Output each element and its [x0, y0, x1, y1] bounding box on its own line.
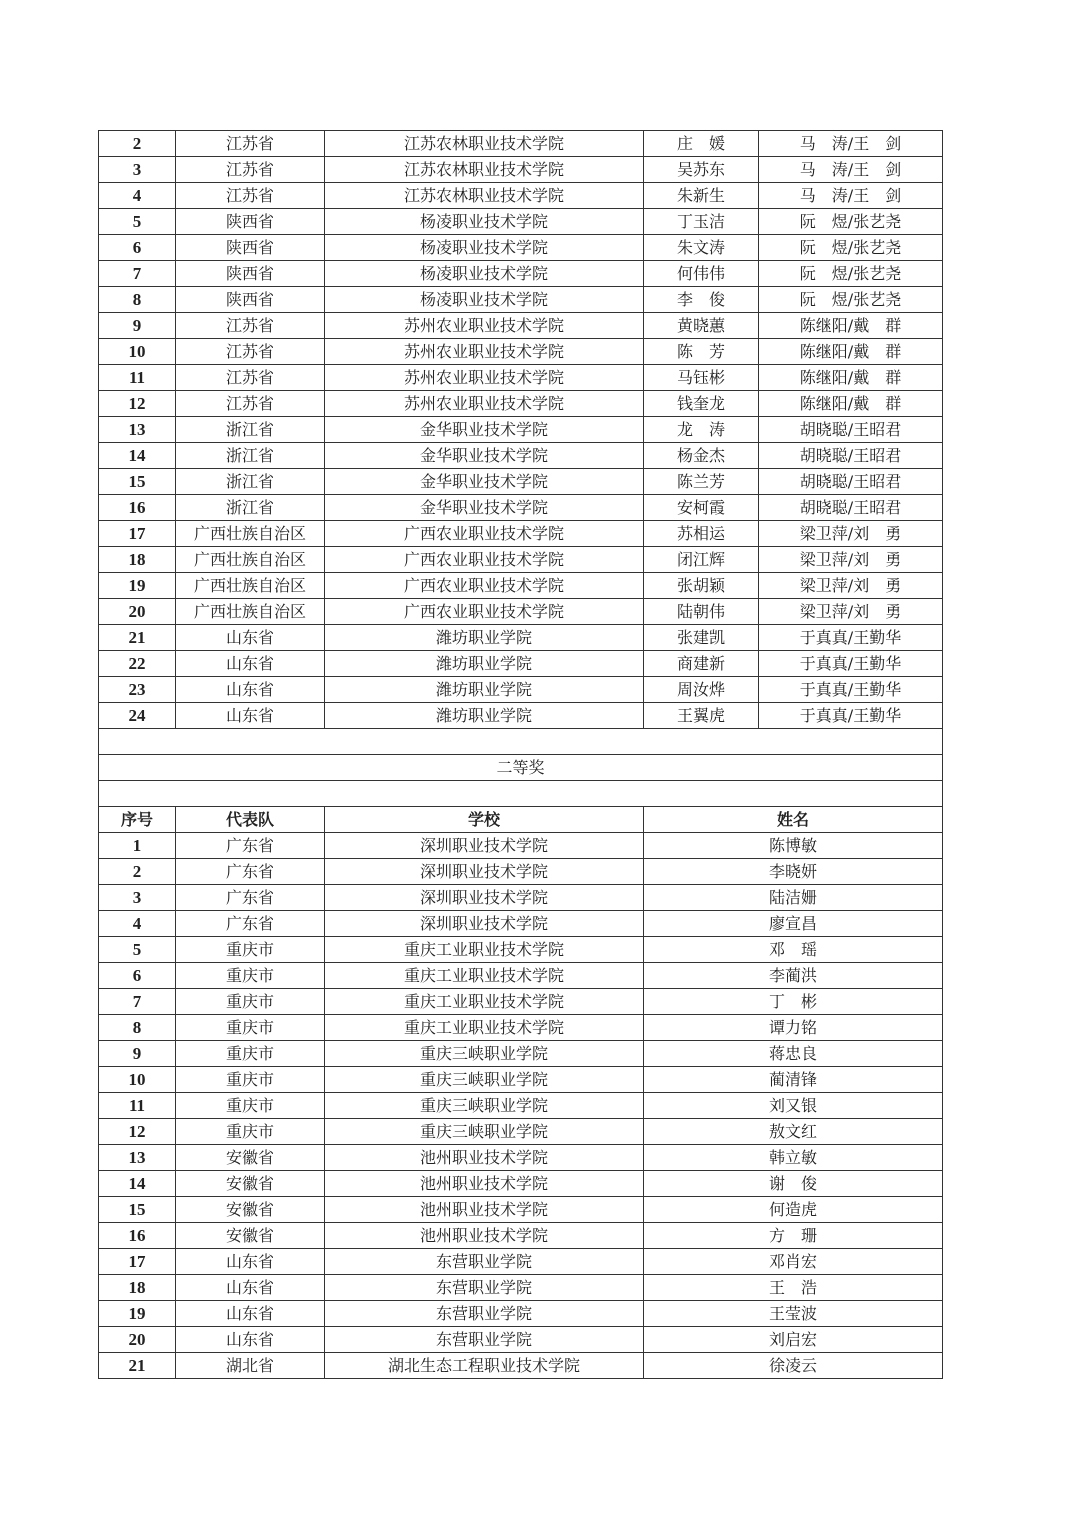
team-cell: 湖北省 — [176, 1353, 325, 1379]
team-cell: 江苏省 — [176, 183, 325, 209]
school-cell: 东营职业学院 — [325, 1327, 644, 1353]
row-number: 9 — [99, 313, 176, 339]
team-cell: 重庆市 — [176, 1119, 325, 1145]
coach-cell: 胡晓聪/王昭君 — [759, 495, 943, 521]
coach-cell: 于真真/王勤华 — [759, 677, 943, 703]
row-number: 3 — [99, 885, 176, 911]
team-cell: 广西壮族自治区 — [176, 547, 325, 573]
student-name-cell: 敖文红 — [644, 1119, 943, 1145]
student-name-cell: 丁玉洁 — [644, 209, 759, 235]
school-cell: 东营职业学院 — [325, 1275, 644, 1301]
school-cell: 深圳职业技术学院 — [325, 911, 644, 937]
school-cell: 深圳职业技术学院 — [325, 885, 644, 911]
table-row — [99, 417, 943, 443]
student-name-cell: 邓肖宏 — [644, 1249, 943, 1275]
student-name-cell: 安柯霞 — [644, 495, 759, 521]
row-number: 20 — [99, 1327, 176, 1353]
student-name-cell: 廖宣昌 — [644, 911, 943, 937]
school-cell: 池州职业技术学院 — [325, 1145, 644, 1171]
blank-cell — [99, 729, 943, 755]
team-cell: 广西壮族自治区 — [176, 599, 325, 625]
school-cell: 深圳职业技术学院 — [325, 859, 644, 885]
school-cell: 东营职业学院 — [325, 1301, 644, 1327]
school-cell: 苏州农业职业技术学院 — [325, 365, 644, 391]
table-row — [99, 391, 943, 417]
team-cell: 陕西省 — [176, 261, 325, 287]
team-cell: 重庆市 — [176, 937, 325, 963]
school-cell: 广西农业职业技术学院 — [325, 547, 644, 573]
table-row — [99, 989, 943, 1015]
student-name-cell: 蔺清锋 — [644, 1067, 943, 1093]
row-number: 1 — [99, 833, 176, 859]
student-name-cell: 何造虎 — [644, 1197, 943, 1223]
row-number: 15 — [99, 1197, 176, 1223]
table-row — [99, 1015, 943, 1041]
coach-cell: 马 涛/王 剑 — [759, 131, 943, 157]
table-row — [99, 1067, 943, 1093]
school-cell: 杨凌职业技术学院 — [325, 287, 644, 313]
team-cell: 陕西省 — [176, 235, 325, 261]
row-number: 22 — [99, 651, 176, 677]
coach-cell: 陈继阳/戴 群 — [759, 391, 943, 417]
table-row — [99, 599, 943, 625]
school-cell: 重庆工业职业技术学院 — [325, 963, 644, 989]
table-row — [99, 885, 943, 911]
team-cell: 安徽省 — [176, 1171, 325, 1197]
table-row — [99, 235, 943, 261]
student-name-cell: 陈兰芳 — [644, 469, 759, 495]
row-number: 9 — [99, 1041, 176, 1067]
row-number: 6 — [99, 235, 176, 261]
team-cell: 安徽省 — [176, 1197, 325, 1223]
student-name-cell: 马钰彬 — [644, 365, 759, 391]
school-cell: 湖北生态工程职业技术学院 — [325, 1353, 644, 1379]
team-cell: 广东省 — [176, 833, 325, 859]
student-name-cell: 徐凌云 — [644, 1353, 943, 1379]
student-name-cell: 商建新 — [644, 651, 759, 677]
row-number: 11 — [99, 365, 176, 391]
student-name-cell: 陈博敏 — [644, 833, 943, 859]
school-cell: 潍坊职业学院 — [325, 651, 644, 677]
coach-cell: 马 涛/王 剑 — [759, 157, 943, 183]
coach-cell: 阮 煜/张艺尧 — [759, 235, 943, 261]
student-name-cell: 苏相运 — [644, 521, 759, 547]
row-number: 19 — [99, 1301, 176, 1327]
school-cell: 池州职业技术学院 — [325, 1197, 644, 1223]
blank-row — [99, 781, 943, 807]
row-number: 13 — [99, 417, 176, 443]
header-row — [99, 807, 943, 833]
team-cell: 山东省 — [176, 625, 325, 651]
student-name-cell: 周汝烨 — [644, 677, 759, 703]
table-row — [99, 1327, 943, 1353]
student-name-cell: 张建凯 — [644, 625, 759, 651]
row-number: 12 — [99, 391, 176, 417]
team-cell: 浙江省 — [176, 495, 325, 521]
coach-cell: 阮 煜/张艺尧 — [759, 287, 943, 313]
student-name-cell: 王翼虎 — [644, 703, 759, 729]
coach-cell: 胡晓聪/王昭君 — [759, 417, 943, 443]
table-row — [99, 911, 943, 937]
row-number: 6 — [99, 963, 176, 989]
school-cell: 重庆工业职业技术学院 — [325, 1015, 644, 1041]
school-cell: 苏州农业职业技术学院 — [325, 339, 644, 365]
school-cell: 潍坊职业学院 — [325, 703, 644, 729]
team-cell: 浙江省 — [176, 417, 325, 443]
table-row — [99, 469, 943, 495]
student-name-cell: 钱奎龙 — [644, 391, 759, 417]
table-row — [99, 1249, 943, 1275]
row-number: 11 — [99, 1093, 176, 1119]
school-cell: 重庆工业职业技术学院 — [325, 937, 644, 963]
award-table-body — [99, 131, 943, 1379]
table-row — [99, 495, 943, 521]
student-name-cell: 李晓妍 — [644, 859, 943, 885]
table-row — [99, 443, 943, 469]
student-name-cell: 黄晓蕙 — [644, 313, 759, 339]
team-cell: 广西壮族自治区 — [176, 573, 325, 599]
student-name-cell: 杨金杰 — [644, 443, 759, 469]
student-name-cell: 吴苏东 — [644, 157, 759, 183]
table-row — [99, 287, 943, 313]
coach-cell: 马 涛/王 剑 — [759, 183, 943, 209]
student-name-cell: 陆朝伟 — [644, 599, 759, 625]
school-cell: 广西农业职业技术学院 — [325, 599, 644, 625]
team-cell: 广东省 — [176, 911, 325, 937]
row-number: 13 — [99, 1145, 176, 1171]
table-row — [99, 339, 943, 365]
student-name-cell: 韩立敏 — [644, 1145, 943, 1171]
school-cell: 池州职业技术学院 — [325, 1223, 644, 1249]
row-number: 4 — [99, 183, 176, 209]
coach-cell: 胡晓聪/王昭君 — [759, 443, 943, 469]
coach-cell: 梁卫萍/刘 勇 — [759, 599, 943, 625]
row-number: 8 — [99, 1015, 176, 1041]
team-cell: 山东省 — [176, 1327, 325, 1353]
blank-cell — [99, 781, 943, 807]
team-cell: 陕西省 — [176, 209, 325, 235]
coach-cell: 胡晓聪/王昭君 — [759, 469, 943, 495]
team-cell: 山东省 — [176, 1301, 325, 1327]
team-cell: 安徽省 — [176, 1223, 325, 1249]
school-cell: 潍坊职业学院 — [325, 625, 644, 651]
student-name-cell: 谭力铭 — [644, 1015, 943, 1041]
school-cell: 金华职业技术学院 — [325, 417, 644, 443]
team-cell: 重庆市 — [176, 1093, 325, 1119]
coach-cell: 陈继阳/戴 群 — [759, 313, 943, 339]
student-name-cell: 张胡颖 — [644, 573, 759, 599]
table-row — [99, 1275, 943, 1301]
table-row — [99, 157, 943, 183]
header-school: 学校 — [325, 807, 644, 833]
table-row — [99, 963, 943, 989]
table-row — [99, 1145, 943, 1171]
row-number: 4 — [99, 911, 176, 937]
row-number: 10 — [99, 1067, 176, 1093]
section-title-row — [99, 755, 943, 781]
table-row — [99, 547, 943, 573]
table-row — [99, 313, 943, 339]
table-row — [99, 833, 943, 859]
row-number: 2 — [99, 131, 176, 157]
row-number: 7 — [99, 989, 176, 1015]
student-name-cell: 陈 芳 — [644, 339, 759, 365]
school-cell: 江苏农林职业技术学院 — [325, 183, 644, 209]
team-cell: 江苏省 — [176, 339, 325, 365]
student-name-cell: 陆洁姗 — [644, 885, 943, 911]
school-cell: 重庆工业职业技术学院 — [325, 989, 644, 1015]
row-number: 7 — [99, 261, 176, 287]
school-cell: 苏州农业职业技术学院 — [325, 313, 644, 339]
header-no: 序号 — [99, 807, 176, 833]
school-cell: 重庆三峡职业学院 — [325, 1067, 644, 1093]
table-row — [99, 1223, 943, 1249]
student-name-cell: 邓 瑶 — [644, 937, 943, 963]
row-number: 5 — [99, 937, 176, 963]
header-name: 姓名 — [644, 807, 943, 833]
student-name-cell: 李 俊 — [644, 287, 759, 313]
table-row — [99, 183, 943, 209]
student-name-cell: 刘启宏 — [644, 1327, 943, 1353]
award-table — [98, 130, 943, 1379]
row-number: 24 — [99, 703, 176, 729]
school-cell: 重庆三峡职业学院 — [325, 1041, 644, 1067]
table-row — [99, 859, 943, 885]
coach-cell: 梁卫萍/刘 勇 — [759, 547, 943, 573]
coach-cell: 于真真/王勤华 — [759, 651, 943, 677]
table-row — [99, 1353, 943, 1379]
school-cell: 东营职业学院 — [325, 1249, 644, 1275]
table-row — [99, 261, 943, 287]
row-number: 19 — [99, 573, 176, 599]
student-name-cell: 李蔺洪 — [644, 963, 943, 989]
table-row — [99, 521, 943, 547]
team-cell: 广东省 — [176, 859, 325, 885]
row-number: 14 — [99, 443, 176, 469]
coach-cell: 阮 煜/张艺尧 — [759, 261, 943, 287]
team-cell: 安徽省 — [176, 1145, 325, 1171]
team-cell: 浙江省 — [176, 443, 325, 469]
row-number: 16 — [99, 495, 176, 521]
team-cell: 江苏省 — [176, 157, 325, 183]
coach-cell: 陈继阳/戴 群 — [759, 365, 943, 391]
table-row — [99, 625, 943, 651]
school-cell: 金华职业技术学院 — [325, 469, 644, 495]
student-name-cell: 王 浩 — [644, 1275, 943, 1301]
team-cell: 浙江省 — [176, 469, 325, 495]
row-number: 3 — [99, 157, 176, 183]
section-title: 二等奖 — [99, 755, 943, 781]
school-cell: 苏州农业职业技术学院 — [325, 391, 644, 417]
school-cell: 潍坊职业学院 — [325, 677, 644, 703]
header-team: 代表队 — [176, 807, 325, 833]
coach-cell: 于真真/王勤华 — [759, 625, 943, 651]
team-cell: 山东省 — [176, 1275, 325, 1301]
table-row — [99, 365, 943, 391]
team-cell: 重庆市 — [176, 1067, 325, 1093]
team-cell: 山东省 — [176, 703, 325, 729]
table-row — [99, 1093, 943, 1119]
row-number: 18 — [99, 547, 176, 573]
coach-cell: 梁卫萍/刘 勇 — [759, 521, 943, 547]
school-cell: 江苏农林职业技术学院 — [325, 157, 644, 183]
coach-cell: 陈继阳/戴 群 — [759, 339, 943, 365]
team-cell: 江苏省 — [176, 131, 325, 157]
school-cell: 深圳职业技术学院 — [325, 833, 644, 859]
school-cell: 重庆三峡职业学院 — [325, 1119, 644, 1145]
student-name-cell: 闭江辉 — [644, 547, 759, 573]
table-row — [99, 131, 943, 157]
row-number: 20 — [99, 599, 176, 625]
coach-cell: 于真真/王勤华 — [759, 703, 943, 729]
school-cell: 重庆三峡职业学院 — [325, 1093, 644, 1119]
school-cell: 杨凌职业技术学院 — [325, 209, 644, 235]
table-row — [99, 937, 943, 963]
school-cell: 金华职业技术学院 — [325, 495, 644, 521]
row-number: 17 — [99, 1249, 176, 1275]
team-cell: 重庆市 — [176, 1041, 325, 1067]
table-row — [99, 1171, 943, 1197]
table-row — [99, 1041, 943, 1067]
student-name-cell: 何伟伟 — [644, 261, 759, 287]
school-cell: 杨凌职业技术学院 — [325, 261, 644, 287]
row-number: 12 — [99, 1119, 176, 1145]
table-row — [99, 209, 943, 235]
team-cell: 山东省 — [176, 1249, 325, 1275]
team-cell: 山东省 — [176, 677, 325, 703]
table-row — [99, 573, 943, 599]
team-cell: 重庆市 — [176, 989, 325, 1015]
student-name-cell: 刘又银 — [644, 1093, 943, 1119]
team-cell: 广东省 — [176, 885, 325, 911]
table-row — [99, 651, 943, 677]
row-number: 10 — [99, 339, 176, 365]
student-name-cell: 方 珊 — [644, 1223, 943, 1249]
student-name-cell: 丁 彬 — [644, 989, 943, 1015]
student-name-cell: 蒋忠良 — [644, 1041, 943, 1067]
student-name-cell: 朱文涛 — [644, 235, 759, 261]
school-cell: 池州职业技术学院 — [325, 1171, 644, 1197]
row-number: 5 — [99, 209, 176, 235]
school-cell: 金华职业技术学院 — [325, 443, 644, 469]
student-name-cell: 朱新生 — [644, 183, 759, 209]
row-number: 17 — [99, 521, 176, 547]
student-name-cell: 庄 媛 — [644, 131, 759, 157]
team-cell: 江苏省 — [176, 391, 325, 417]
coach-cell: 梁卫萍/刘 勇 — [759, 573, 943, 599]
team-cell: 江苏省 — [176, 313, 325, 339]
team-cell: 山东省 — [176, 651, 325, 677]
row-number: 2 — [99, 859, 176, 885]
table-row — [99, 1301, 943, 1327]
school-cell: 广西农业职业技术学院 — [325, 521, 644, 547]
row-number: 8 — [99, 287, 176, 313]
row-number: 14 — [99, 1171, 176, 1197]
school-cell: 广西农业职业技术学院 — [325, 573, 644, 599]
row-number: 16 — [99, 1223, 176, 1249]
row-number: 21 — [99, 1353, 176, 1379]
student-name-cell: 谢 俊 — [644, 1171, 943, 1197]
table-row — [99, 677, 943, 703]
student-name-cell: 龙 涛 — [644, 417, 759, 443]
student-name-cell: 王莹波 — [644, 1301, 943, 1327]
table-row — [99, 703, 943, 729]
row-number: 21 — [99, 625, 176, 651]
row-number: 18 — [99, 1275, 176, 1301]
team-cell: 陕西省 — [176, 287, 325, 313]
coach-cell: 阮 煜/张艺尧 — [759, 209, 943, 235]
team-cell: 重庆市 — [176, 1015, 325, 1041]
row-number: 23 — [99, 677, 176, 703]
team-cell: 广西壮族自治区 — [176, 521, 325, 547]
table-row — [99, 1197, 943, 1223]
school-cell: 江苏农林职业技术学院 — [325, 131, 644, 157]
school-cell: 杨凌职业技术学院 — [325, 235, 644, 261]
team-cell: 重庆市 — [176, 963, 325, 989]
blank-row — [99, 729, 943, 755]
row-number: 15 — [99, 469, 176, 495]
table-row — [99, 1119, 943, 1145]
team-cell: 江苏省 — [176, 365, 325, 391]
